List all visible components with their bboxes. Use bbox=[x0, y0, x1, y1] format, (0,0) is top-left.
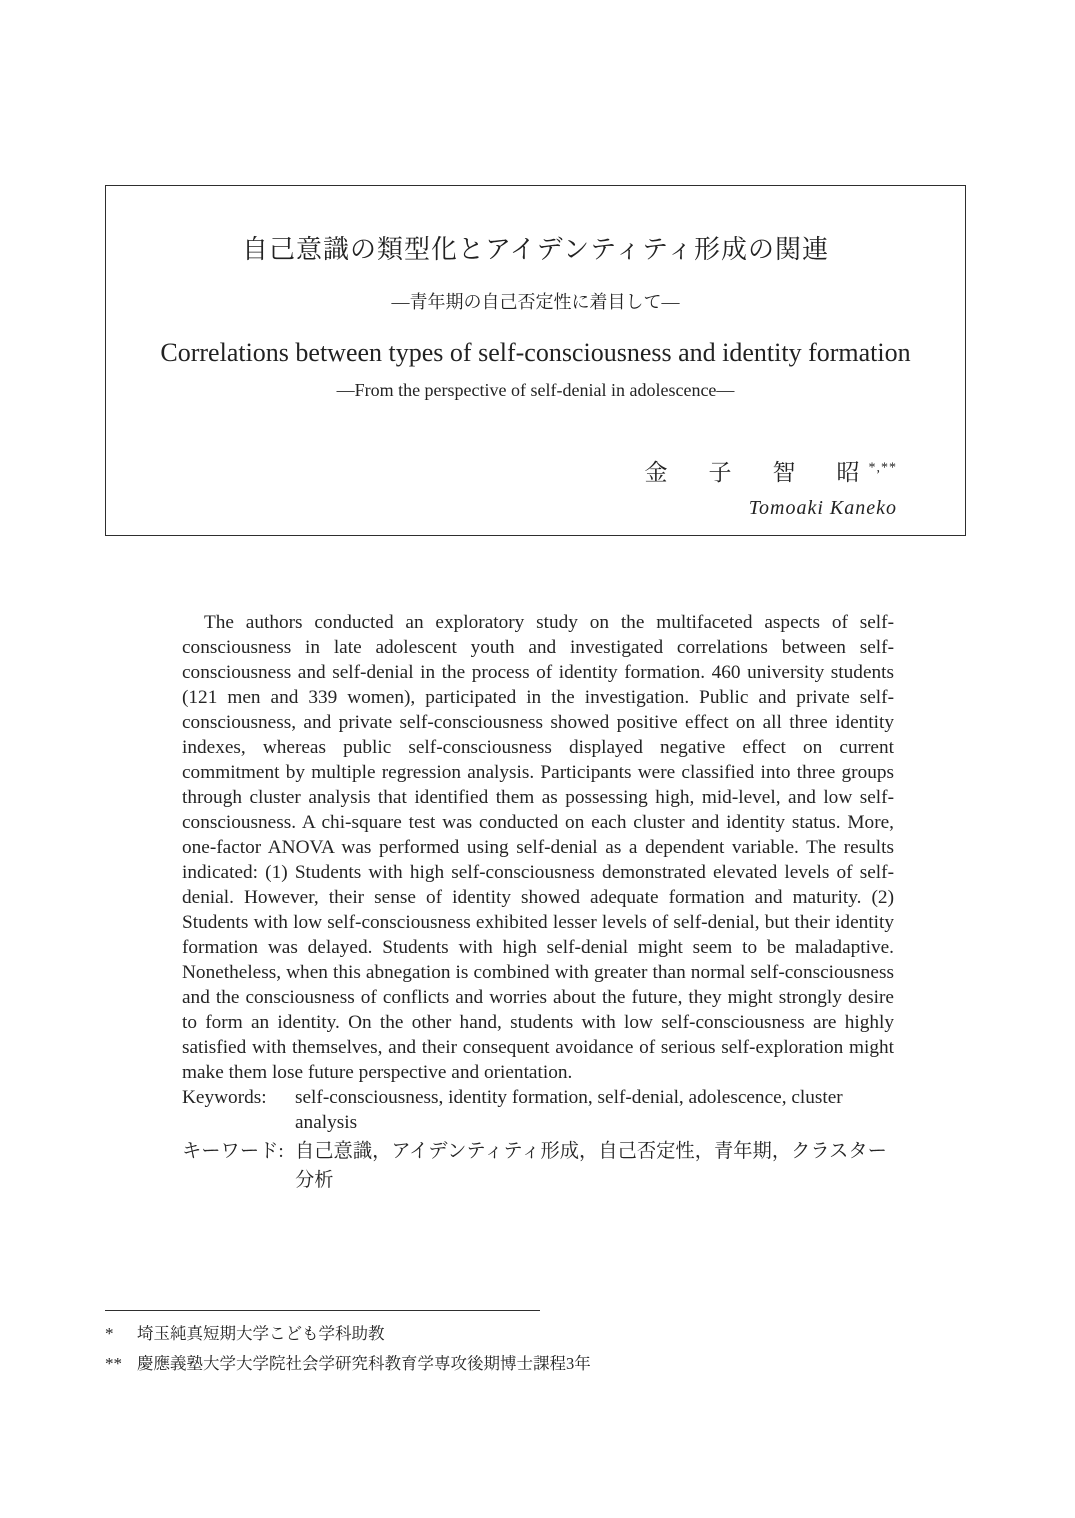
author-name-japanese bbox=[645, 454, 898, 487]
abstract-section bbox=[182, 610, 894, 1195]
footnotes-section bbox=[105, 1310, 925, 1379]
paper-subtitle-japanese: ―青年期の自己否定性に着目して― bbox=[391, 292, 680, 312]
keywords-japanese-list: 自己意識，アイデンティティ形成，自己否定性，青年期，クラスター分析 bbox=[295, 1141, 887, 1191]
author-footnote-marks: *,** bbox=[868, 460, 897, 476]
author-name-romanized: Tomoaki Kaneko bbox=[748, 497, 897, 519]
paper-title-english: Correlations between types of self-consciousness and identity formation bbox=[160, 338, 911, 367]
keywords-japanese-row bbox=[182, 1137, 894, 1195]
footnote-1 bbox=[105, 1319, 925, 1349]
author-name-japanese-text: 金 子 智 昭 bbox=[644, 460, 869, 485]
keywords-english-label: Keywords: bbox=[182, 1087, 267, 1108]
footnote-1-text: 埼玉純真短期大学こども学科助教 bbox=[137, 1324, 385, 1343]
footnote-2-marker: ** bbox=[105, 1354, 122, 1373]
keywords-english-list: self-consciousness, identity formation, self-denial, adolescence, cluster analysis bbox=[295, 1087, 843, 1133]
footnote-2 bbox=[105, 1349, 925, 1379]
footnote-1-marker: * bbox=[105, 1324, 114, 1343]
abstract-paragraph: The authors conducted an exploratory study on the multifaceted aspects of self-consciousness in late adolescent youth and investigated correlations between self-consciousness and self-denial in the process of identity formation. 460 university students (121 men and 339 women), participated in the investigation. Public and private self-consciousness, and private self-consciousness showed positive effect on all three identity indexes, whereas public self-consciousness displayed negative effect on current commitment by multiple regression analysis. Participants were classified into three groups through cluster analysis that identified them as possessing high, mid-level, and low self-consciousness. A chi-square test was conducted on each cluster and identity status. More, one-factor ANOVA was performed using self-denial as a dependent variable. The results indicated: (1) Students with high self-consciousness demonstrated elevated levels of self-denial. However, their sense of identity showed adequate formation and maturity. (2) Students with low self-consciousness exhibited lesser levels of self-denial, but their identity formation was delayed. Students with high self-denial might seem to be maladaptive. Nonetheless, when this abnegation is combined with greater than normal self-consciousness and the consciousness of conflicts and worries about the future, they might strongly desire to form an identity. On the other hand, students with low self-consciousness are highly satisfied with themselves, and their consequent avoidance of serious self-exploration might make them lose future perspective and orientation. bbox=[182, 612, 894, 1083]
title-box bbox=[105, 185, 966, 536]
footnote-divider bbox=[105, 1310, 540, 1311]
keywords-japanese-label: キーワード: bbox=[182, 1141, 284, 1162]
keywords-english-row bbox=[182, 1085, 894, 1135]
paper-subtitle-english: ―From the perspective of self-denial in adolescence― bbox=[336, 380, 735, 400]
footnote-2-text: 慶應義塾大学大学院社会学研究科教育学専攻後期博士課程3年 bbox=[137, 1354, 591, 1373]
author-block bbox=[645, 454, 898, 520]
paper-title-japanese: 自己意識の類型化とアイデンティティ形成の関連 bbox=[242, 235, 829, 264]
